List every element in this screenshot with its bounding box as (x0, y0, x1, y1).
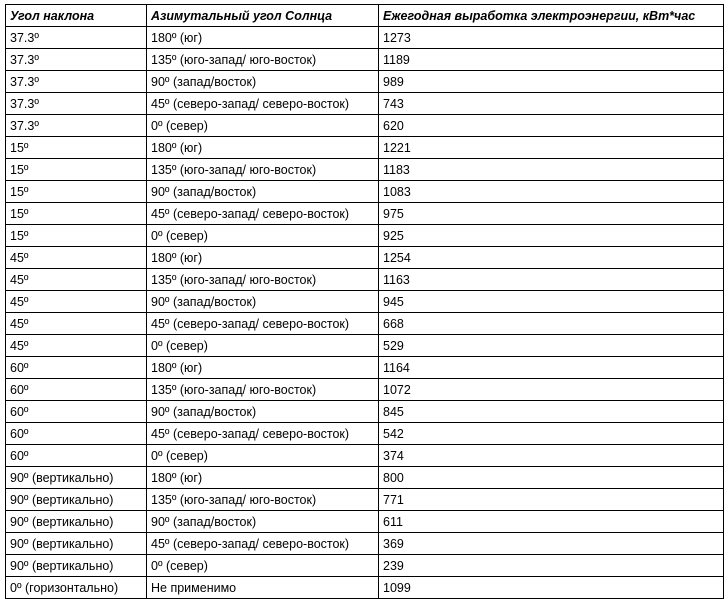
table-row (6, 203, 724, 225)
cell-tilt-angle: 0º (горизонтально) (6, 577, 147, 599)
cell-tilt-angle: 60º (6, 357, 147, 379)
table-row (6, 335, 724, 357)
table-body (6, 27, 724, 599)
cell-annual-output: 800 (379, 467, 724, 489)
cell-annual-output: 239 (379, 555, 724, 577)
cell-annual-output: 542 (379, 423, 724, 445)
table-row (6, 225, 724, 247)
cell-azimuth-angle: 180º (юг) (147, 27, 379, 49)
cell-tilt-angle: 37.3º (6, 49, 147, 71)
table-header (6, 5, 724, 27)
cell-azimuth-angle: 90º (запад/восток) (147, 291, 379, 313)
cell-azimuth-angle: 180º (юг) (147, 137, 379, 159)
table-row (6, 269, 724, 291)
cell-azimuth-angle: 135º (юго-запад/ юго-восток) (147, 159, 379, 181)
table-row (6, 379, 724, 401)
table-row (6, 533, 724, 555)
table-row (6, 467, 724, 489)
cell-annual-output: 1183 (379, 159, 724, 181)
table-row (6, 137, 724, 159)
solar-output-table (5, 4, 724, 599)
header-row (6, 5, 724, 27)
cell-azimuth-angle: 90º (запад/восток) (147, 181, 379, 203)
cell-azimuth-angle: 0º (север) (147, 335, 379, 357)
table-row (6, 27, 724, 49)
cell-azimuth-angle: 0º (север) (147, 225, 379, 247)
table-row (6, 489, 724, 511)
cell-tilt-angle: 15º (6, 181, 147, 203)
table-row (6, 357, 724, 379)
table-row (6, 291, 724, 313)
table-row (6, 181, 724, 203)
cell-annual-output: 1163 (379, 269, 724, 291)
cell-annual-output: 668 (379, 313, 724, 335)
table-row (6, 511, 724, 533)
cell-annual-output: 1273 (379, 27, 724, 49)
cell-tilt-angle: 15º (6, 159, 147, 181)
cell-azimuth-angle: 135º (юго-запад/ юго-восток) (147, 379, 379, 401)
cell-annual-output: 611 (379, 511, 724, 533)
table-row (6, 49, 724, 71)
cell-annual-output: 989 (379, 71, 724, 93)
cell-azimuth-angle: 90º (запад/восток) (147, 401, 379, 423)
cell-tilt-angle: 15º (6, 137, 147, 159)
header-azimuth-angle: Азимутальный угол Солнца (147, 5, 379, 27)
cell-azimuth-angle: 90º (запад/восток) (147, 511, 379, 533)
cell-annual-output: 369 (379, 533, 724, 555)
cell-azimuth-angle: 135º (юго-запад/ юго-восток) (147, 49, 379, 71)
header-tilt-angle: Угол наклона (6, 5, 147, 27)
cell-annual-output: 845 (379, 401, 724, 423)
table-row (6, 401, 724, 423)
cell-azimuth-angle: 180º (юг) (147, 247, 379, 269)
cell-tilt-angle: 60º (6, 379, 147, 401)
cell-azimuth-angle: 45º (северо-запад/ северо-восток) (147, 93, 379, 115)
cell-annual-output: 1164 (379, 357, 724, 379)
cell-azimuth-angle: 45º (северо-запад/ северо-восток) (147, 313, 379, 335)
cell-annual-output: 743 (379, 93, 724, 115)
cell-tilt-angle: 45º (6, 313, 147, 335)
cell-annual-output: 1083 (379, 181, 724, 203)
cell-tilt-angle: 90º (вертикально) (6, 533, 147, 555)
table-row (6, 555, 724, 577)
cell-azimuth-angle: 45º (северо-запад/ северо-восток) (147, 533, 379, 555)
table-row (6, 577, 724, 599)
cell-azimuth-angle: 180º (юг) (147, 467, 379, 489)
cell-tilt-angle: 37.3º (6, 71, 147, 93)
cell-tilt-angle: 45º (6, 291, 147, 313)
cell-azimuth-angle: 0º (север) (147, 555, 379, 577)
cell-azimuth-angle: 45º (северо-запад/ северо-восток) (147, 423, 379, 445)
cell-tilt-angle: 60º (6, 423, 147, 445)
cell-annual-output: 945 (379, 291, 724, 313)
cell-azimuth-angle: 180º (юг) (147, 357, 379, 379)
table-row (6, 115, 724, 137)
cell-azimuth-angle: 45º (северо-запад/ северо-восток) (147, 203, 379, 225)
cell-azimuth-angle: Не применимо (147, 577, 379, 599)
cell-tilt-angle: 90º (вертикально) (6, 555, 147, 577)
cell-tilt-angle: 60º (6, 401, 147, 423)
cell-tilt-angle: 45º (6, 335, 147, 357)
cell-azimuth-angle: 90º (запад/восток) (147, 71, 379, 93)
cell-annual-output: 925 (379, 225, 724, 247)
table-row (6, 423, 724, 445)
cell-tilt-angle: 15º (6, 203, 147, 225)
cell-annual-output: 374 (379, 445, 724, 467)
cell-annual-output: 620 (379, 115, 724, 137)
table-row (6, 313, 724, 335)
cell-azimuth-angle: 135º (юго-запад/ юго-восток) (147, 269, 379, 291)
cell-annual-output: 1221 (379, 137, 724, 159)
cell-tilt-angle: 45º (6, 247, 147, 269)
cell-annual-output: 771 (379, 489, 724, 511)
cell-tilt-angle: 37.3º (6, 27, 147, 49)
cell-tilt-angle: 45º (6, 269, 147, 291)
cell-azimuth-angle: 0º (север) (147, 445, 379, 467)
table-row (6, 93, 724, 115)
cell-tilt-angle: 37.3º (6, 115, 147, 137)
header-annual-output: Ежегодная выработка электроэнергии, кВт*час (379, 5, 724, 27)
table-row (6, 71, 724, 93)
cell-tilt-angle: 90º (вертикально) (6, 511, 147, 533)
cell-annual-output: 1189 (379, 49, 724, 71)
table-row (6, 159, 724, 181)
cell-annual-output: 1254 (379, 247, 724, 269)
cell-azimuth-angle: 0º (север) (147, 115, 379, 137)
cell-annual-output: 975 (379, 203, 724, 225)
table-row (6, 247, 724, 269)
cell-azimuth-angle: 135º (юго-запад/ юго-восток) (147, 489, 379, 511)
cell-tilt-angle: 90º (вертикально) (6, 467, 147, 489)
cell-tilt-angle: 60º (6, 445, 147, 467)
table-row (6, 445, 724, 467)
cell-annual-output: 1072 (379, 379, 724, 401)
cell-tilt-angle: 15º (6, 225, 147, 247)
cell-annual-output: 1099 (379, 577, 724, 599)
cell-annual-output: 529 (379, 335, 724, 357)
cell-tilt-angle: 37.3º (6, 93, 147, 115)
cell-tilt-angle: 90º (вертикально) (6, 489, 147, 511)
